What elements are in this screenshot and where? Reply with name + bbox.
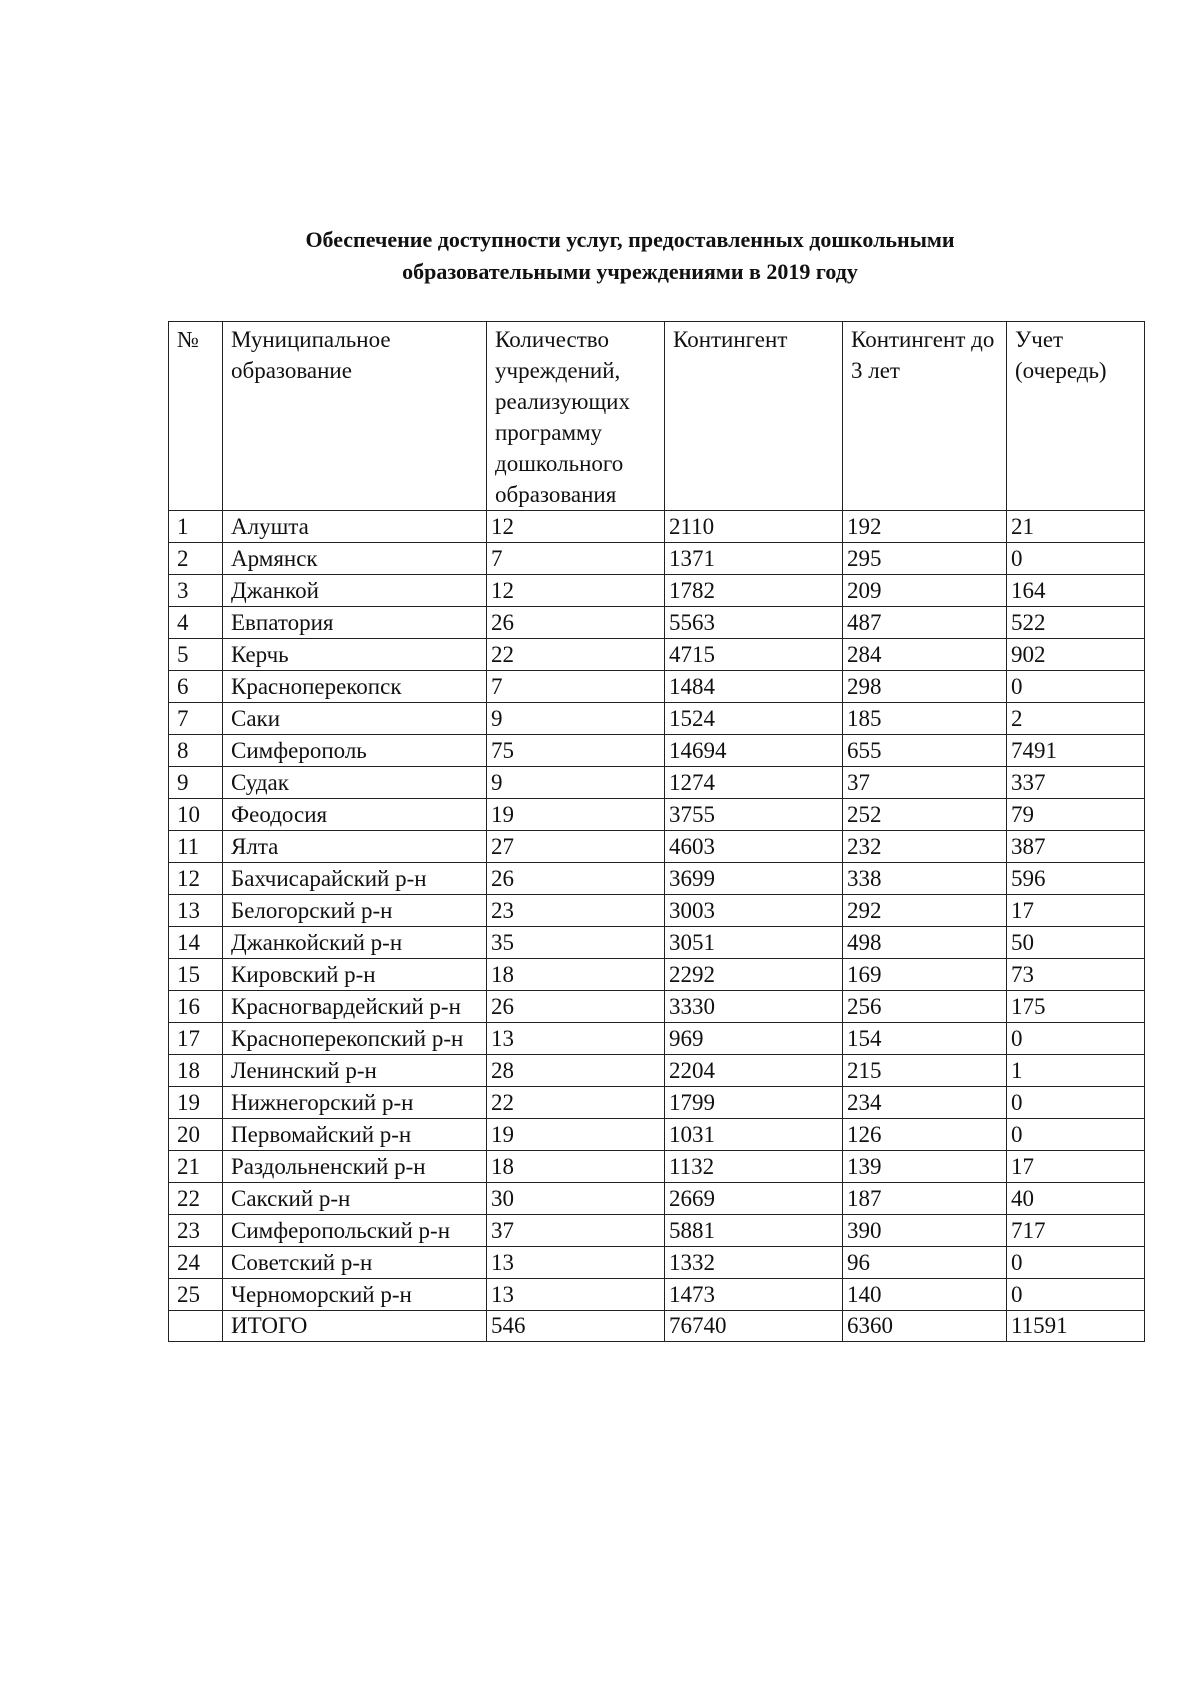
contingent-under-3-value: 154: [843, 1023, 1007, 1055]
header-institution-count: Количество учреждений, реализующих программу дошкольного образования: [487, 322, 665, 511]
institution-count: 27: [487, 831, 665, 863]
table-row: [169, 607, 1145, 639]
contingent-value: 2204: [665, 1055, 843, 1087]
row-number: 20: [169, 1119, 223, 1151]
table-row: [169, 895, 1145, 927]
contingent-value: 4603: [665, 831, 843, 863]
institution-count: 13: [487, 1247, 665, 1279]
institution-count: 28: [487, 1055, 665, 1087]
queue-value: 387: [1007, 831, 1145, 863]
institution-count: 75: [487, 735, 665, 767]
queue-value: 40: [1007, 1183, 1145, 1215]
contingent-under-3-value: 215: [843, 1055, 1007, 1087]
contingent-value: 5881: [665, 1215, 843, 1247]
row-number: 8: [169, 735, 223, 767]
municipality-name: Кировский р-н: [223, 959, 487, 991]
queue-value: 522: [1007, 607, 1145, 639]
contingent-under-3-value: 295: [843, 543, 1007, 575]
contingent-under-3-value: 139: [843, 1151, 1007, 1183]
contingent-value: 2292: [665, 959, 843, 991]
contingent-under-3-value: 256: [843, 991, 1007, 1023]
institution-count: 26: [487, 991, 665, 1023]
row-number: 16: [169, 991, 223, 1023]
institution-count: 9: [487, 703, 665, 735]
table-row: [169, 959, 1145, 991]
municipality-name: Красногвардейский р-н: [223, 991, 487, 1023]
queue-value: 1: [1007, 1055, 1145, 1087]
contingent-under-3-value: 37: [843, 767, 1007, 799]
row-number: 17: [169, 1023, 223, 1055]
contingent-under-3-value: 338: [843, 863, 1007, 895]
municipality-name: Ялта: [223, 831, 487, 863]
institution-count: 13: [487, 1279, 665, 1311]
institution-count: 30: [487, 1183, 665, 1215]
contingent-under-3-value: 140: [843, 1279, 1007, 1311]
queue-value: 0: [1007, 1119, 1145, 1151]
total-row: [169, 1311, 1145, 1342]
queue-value: 0: [1007, 543, 1145, 575]
municipality-name: Белогорский р-н: [223, 895, 487, 927]
institution-count: 37: [487, 1215, 665, 1247]
table-row: [169, 799, 1145, 831]
total-contingent-under-3: 6360: [843, 1311, 1007, 1342]
queue-value: 0: [1007, 1247, 1145, 1279]
row-number: 25: [169, 1279, 223, 1311]
municipality-name: Керчь: [223, 639, 487, 671]
row-number: 9: [169, 767, 223, 799]
municipality-name: Бахчисарайский р-н: [223, 863, 487, 895]
title-line-1: Обеспечение доступности услуг, предоставленных дошкольными: [305, 227, 955, 252]
table-body: [169, 511, 1145, 1311]
row-number: 15: [169, 959, 223, 991]
contingent-under-3-value: 487: [843, 607, 1007, 639]
queue-value: 50: [1007, 927, 1145, 959]
header-municipality: Муниципальное образование: [223, 322, 487, 511]
queue-value: 337: [1007, 767, 1145, 799]
row-number: 6: [169, 671, 223, 703]
total-queue: 11591: [1007, 1311, 1145, 1342]
queue-value: 717: [1007, 1215, 1145, 1247]
institution-count: 26: [487, 863, 665, 895]
contingent-value: 3699: [665, 863, 843, 895]
total-number-cell: [169, 1311, 223, 1342]
table-row: [169, 1183, 1145, 1215]
document-title: [150, 224, 1110, 288]
municipality-name: Симферопольский р-н: [223, 1215, 487, 1247]
row-number: 1: [169, 511, 223, 543]
institution-count: 7: [487, 671, 665, 703]
contingent-value: 1332: [665, 1247, 843, 1279]
institution-count: 22: [487, 639, 665, 671]
queue-value: 73: [1007, 959, 1145, 991]
row-number: 11: [169, 831, 223, 863]
contingent-under-3-value: 390: [843, 1215, 1007, 1247]
table-row: [169, 1087, 1145, 1119]
institution-count: 18: [487, 959, 665, 991]
queue-value: 2: [1007, 703, 1145, 735]
municipality-name: Черноморский р-н: [223, 1279, 487, 1311]
contingent-value: 1524: [665, 703, 843, 735]
municipality-name: Ленинский р-н: [223, 1055, 487, 1087]
contingent-under-3-value: 185: [843, 703, 1007, 735]
contingent-value: 3755: [665, 799, 843, 831]
table-row: [169, 703, 1145, 735]
table-row: [169, 639, 1145, 671]
row-number: 4: [169, 607, 223, 639]
contingent-under-3-value: 298: [843, 671, 1007, 703]
queue-value: 596: [1007, 863, 1145, 895]
institution-count: 22: [487, 1087, 665, 1119]
table-row: [169, 1055, 1145, 1087]
institution-count: 12: [487, 511, 665, 543]
table-row: [169, 767, 1145, 799]
contingent-value: 1484: [665, 671, 843, 703]
queue-value: 164: [1007, 575, 1145, 607]
queue-value: 17: [1007, 1151, 1145, 1183]
queue-value: 0: [1007, 1087, 1145, 1119]
institution-count: 13: [487, 1023, 665, 1055]
header-number: №: [169, 322, 223, 511]
municipality-name: Евпатория: [223, 607, 487, 639]
kindergarten-table: [168, 321, 1145, 1342]
table-row: [169, 927, 1145, 959]
contingent-value: 969: [665, 1023, 843, 1055]
table-row: [169, 991, 1145, 1023]
table-row: [169, 575, 1145, 607]
contingent-under-3-value: 169: [843, 959, 1007, 991]
table-row: [169, 543, 1145, 575]
municipality-name: Советский р-н: [223, 1247, 487, 1279]
contingent-value: 1371: [665, 543, 843, 575]
contingent-value: 1132: [665, 1151, 843, 1183]
contingent-under-3-value: 284: [843, 639, 1007, 671]
contingent-value: 5563: [665, 607, 843, 639]
contingent-under-3-value: 192: [843, 511, 1007, 543]
municipality-name: Раздольненский р-н: [223, 1151, 487, 1183]
row-number: 14: [169, 927, 223, 959]
contingent-under-3-value: 234: [843, 1087, 1007, 1119]
row-number: 19: [169, 1087, 223, 1119]
row-number: 13: [169, 895, 223, 927]
contingent-value: 1799: [665, 1087, 843, 1119]
contingent-under-3-value: 252: [843, 799, 1007, 831]
municipality-name: Первомайский р-н: [223, 1119, 487, 1151]
table-row: [169, 1247, 1145, 1279]
municipality-name: Саки: [223, 703, 487, 735]
contingent-value: 1473: [665, 1279, 843, 1311]
queue-value: 0: [1007, 1023, 1145, 1055]
municipality-name: Нижнегорский р-н: [223, 1087, 487, 1119]
row-number: 24: [169, 1247, 223, 1279]
row-number: 21: [169, 1151, 223, 1183]
contingent-under-3-value: 126: [843, 1119, 1007, 1151]
contingent-under-3-value: 209: [843, 575, 1007, 607]
row-number: 3: [169, 575, 223, 607]
contingent-value: 3330: [665, 991, 843, 1023]
municipality-name: Феодосия: [223, 799, 487, 831]
contingent-value: 14694: [665, 735, 843, 767]
contingent-value: 2110: [665, 511, 843, 543]
contingent-under-3-value: 655: [843, 735, 1007, 767]
total-label: ИТОГО: [223, 1311, 487, 1342]
institution-count: 23: [487, 895, 665, 927]
table-row: [169, 831, 1145, 863]
queue-value: 902: [1007, 639, 1145, 671]
contingent-value: 1031: [665, 1119, 843, 1151]
institution-count: 35: [487, 927, 665, 959]
table-row: [169, 671, 1145, 703]
header-contingent-under-3: Контингент до 3 лет: [843, 322, 1007, 511]
row-number: 18: [169, 1055, 223, 1087]
table-row: [169, 1023, 1145, 1055]
title-line-2: образовательными учреждениями в 2019 году: [402, 259, 858, 284]
queue-value: 21: [1007, 511, 1145, 543]
queue-value: 0: [1007, 671, 1145, 703]
contingent-under-3-value: 498: [843, 927, 1007, 959]
header-contingent: Контингент: [665, 322, 843, 511]
row-number: 22: [169, 1183, 223, 1215]
institution-count: 7: [487, 543, 665, 575]
row-number: 23: [169, 1215, 223, 1247]
contingent-value: 1782: [665, 575, 843, 607]
table-row: [169, 1279, 1145, 1311]
contingent-under-3-value: 96: [843, 1247, 1007, 1279]
municipality-name: Судак: [223, 767, 487, 799]
institution-count: 18: [487, 1151, 665, 1183]
header-queue: Учет (очередь): [1007, 322, 1145, 511]
table-row: [169, 863, 1145, 895]
row-number: 12: [169, 863, 223, 895]
municipality-name: Алушта: [223, 511, 487, 543]
table-row: [169, 1151, 1145, 1183]
table-row: [169, 735, 1145, 767]
contingent-under-3-value: 232: [843, 831, 1007, 863]
contingent-under-3-value: 292: [843, 895, 1007, 927]
queue-value: 17: [1007, 895, 1145, 927]
total-contingent: 76740: [665, 1311, 843, 1342]
institution-count: 12: [487, 575, 665, 607]
municipality-name: Армянск: [223, 543, 487, 575]
queue-value: 0: [1007, 1279, 1145, 1311]
row-number: 7: [169, 703, 223, 735]
row-number: 2: [169, 543, 223, 575]
contingent-under-3-value: 187: [843, 1183, 1007, 1215]
municipality-name: Симферополь: [223, 735, 487, 767]
institution-count: 19: [487, 799, 665, 831]
municipality-name: Красноперекопск: [223, 671, 487, 703]
contingent-value: 3051: [665, 927, 843, 959]
row-number: 10: [169, 799, 223, 831]
queue-value: 79: [1007, 799, 1145, 831]
table-row: [169, 511, 1145, 543]
contingent-value: 4715: [665, 639, 843, 671]
contingent-value: 3003: [665, 895, 843, 927]
institution-count: 19: [487, 1119, 665, 1151]
queue-value: 175: [1007, 991, 1145, 1023]
institution-count: 9: [487, 767, 665, 799]
total-count: 546: [487, 1311, 665, 1342]
municipality-name: Джанкойский р-н: [223, 927, 487, 959]
table-header-row: [169, 322, 1145, 511]
municipality-name: Красноперекопский р-н: [223, 1023, 487, 1055]
table-row: [169, 1215, 1145, 1247]
municipality-name: Джанкой: [223, 575, 487, 607]
contingent-value: 2669: [665, 1183, 843, 1215]
municipality-name: Сакский р-н: [223, 1183, 487, 1215]
row-number: 5: [169, 639, 223, 671]
queue-value: 7491: [1007, 735, 1145, 767]
contingent-value: 1274: [665, 767, 843, 799]
institution-count: 26: [487, 607, 665, 639]
table-row: [169, 1119, 1145, 1151]
